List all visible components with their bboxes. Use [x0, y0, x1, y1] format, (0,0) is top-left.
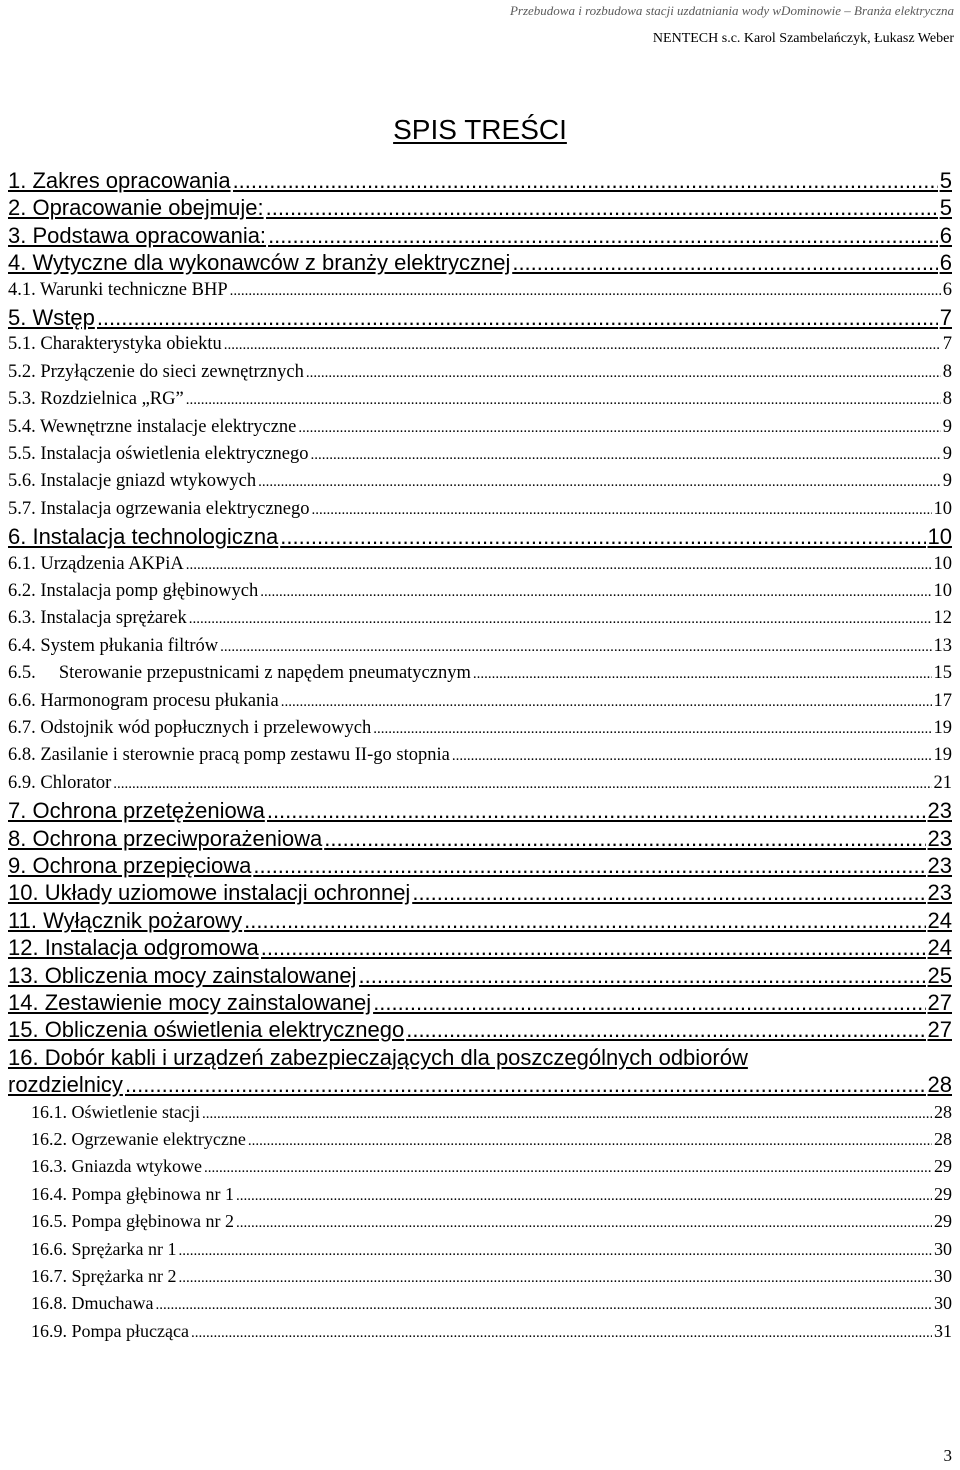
toc-row [0, 194, 960, 221]
toc-dot-leader [97, 304, 938, 331]
toc-dot-leader [267, 797, 926, 824]
header-company: NENTECH s.c. Karol Szambelańczyk, Łukasz Weber [652, 31, 954, 46]
toc-entry-page: 24 [927, 908, 952, 933]
toc-entry-page: 8 [942, 362, 952, 382]
toc-dot-leader [125, 1071, 926, 1098]
toc-entry-label: 4. Wytyczne dla wykonawców z branży elektrycznej [8, 250, 511, 275]
toc-entry[interactable] [31, 1181, 952, 1208]
toc-row [0, 468, 960, 495]
toc-entry-label: 16.6. Sprężarka nr 1 [31, 1236, 176, 1263]
toc-entry[interactable] [8, 907, 952, 934]
toc-row [0, 1181, 960, 1208]
toc-entry-page: 23 [927, 798, 952, 823]
toc-entry-page: 30 [934, 1239, 952, 1259]
toc-entry-label: 13. Obliczenia mocy zainstalowanej [8, 963, 357, 988]
toc-entry-label: 16.5. Pompa głębinowa nr 2 [31, 1208, 234, 1235]
toc-entry-page: 10 [933, 499, 952, 519]
toc-dot-leader [178, 1265, 932, 1290]
toc-entry-page: 30 [934, 1293, 952, 1313]
toc-row [0, 715, 960, 742]
toc-dot-leader [244, 907, 925, 934]
toc-row [0, 742, 960, 769]
toc-entry-label: 5.1. Charakterystyka obiektu [8, 331, 222, 358]
toc-entry-label: 6.3. Instalacja sprężarek [8, 605, 187, 632]
toc-entry-label: 16.3. Gniazda wtykowe [31, 1153, 202, 1180]
toc-row [0, 304, 960, 331]
toc-row [0, 605, 960, 632]
toc-row [0, 1044, 960, 1071]
toc-entry-page: 23 [927, 853, 952, 878]
toc-entry[interactable] [8, 962, 952, 989]
toc-row [0, 441, 960, 468]
toc-dot-leader [155, 1292, 932, 1317]
toc-dot-leader [220, 634, 931, 660]
toc-dot-leader [236, 1183, 932, 1208]
toc-entry-page: 7 [939, 305, 952, 330]
toc-dot-leader [230, 278, 941, 304]
toc-entry-label: 6.6. Harmonogram procesu płukania [8, 688, 279, 715]
toc-row [0, 1290, 960, 1317]
toc-entry[interactable] [8, 688, 952, 715]
toc-entry[interactable] [8, 660, 952, 687]
toc-row [0, 633, 960, 660]
toc-entry[interactable] [8, 386, 952, 413]
toc-entry[interactable] [8, 879, 952, 906]
header-project-title: Przebudowa i rozbudowa stacji uzdatniania wody wDominowie – Branża elektryczna [509, 3, 954, 18]
toc-dot-leader [268, 222, 938, 249]
toc-entry-label: 16.1. Oświetlenie stacji [31, 1099, 200, 1126]
toc-row [0, 1236, 960, 1263]
toc-entry-page: 21 [933, 773, 952, 793]
toc-entry[interactable] [8, 414, 952, 441]
toc-dot-leader [324, 825, 925, 852]
toc-dot-leader [280, 523, 925, 550]
toc-entry-page: 19 [933, 718, 952, 738]
toc-dot-leader [406, 1016, 925, 1043]
toc-entry[interactable] [8, 605, 952, 632]
toc-entry-label: 4.1. Warunki techniczne BHP [8, 277, 228, 304]
toc-entry-page: 7 [942, 334, 952, 354]
toc-entry-page: 15 [933, 663, 952, 683]
toc-entry[interactable] [8, 797, 952, 824]
toc-entry[interactable] [31, 1153, 952, 1180]
toc-entry-label: 3. Podstawa opracowania: [8, 223, 267, 248]
toc-entry-page: 8 [942, 389, 952, 409]
toc-dot-leader [452, 743, 932, 769]
toc-entry-page: 12 [933, 608, 952, 628]
toc-entry-label: 16.2. Ogrzewanie elektryczne [31, 1126, 246, 1153]
toc-dot-leader [191, 1320, 932, 1345]
toc-entry-page: 27 [927, 990, 952, 1015]
toc-entry-page: 28 [934, 1102, 952, 1122]
toc-entry[interactable] [8, 304, 952, 331]
toc-dot-leader [224, 332, 941, 358]
toc-row [0, 879, 960, 906]
toc-row [0, 386, 960, 413]
toc-dot-leader [512, 249, 937, 276]
toc-entry[interactable] [8, 167, 952, 194]
toc-entry-label: 5.5. Instalacja oświetlenia elektrycznego [8, 441, 309, 468]
toc-row [0, 277, 960, 304]
toc-row [0, 1016, 960, 1043]
toc-row [0, 414, 960, 441]
toc-dot-leader [253, 852, 925, 879]
toc-row [0, 523, 960, 550]
toc-entry[interactable] [31, 1290, 952, 1317]
toc-entry-label: 12. Instalacja odgromowa [8, 935, 259, 960]
toc-entry-page: 28 [934, 1129, 952, 1149]
toc-dot-leader [248, 1128, 932, 1153]
toc-entry[interactable] [8, 852, 952, 879]
toc-dot-leader [311, 442, 941, 468]
toc-entry-label: 5.4. Wewnętrzne instalacje elektryczne [8, 414, 296, 441]
toc-entry-page: 6 [942, 280, 952, 300]
toc-entry-page: 10 [933, 581, 952, 601]
toc-entry-page: 13 [933, 636, 952, 656]
toc-entry-page: 24 [927, 935, 952, 960]
toc-entry-label: 6.1. Urządzenia AKPiA [8, 551, 184, 578]
toc-entry[interactable] [31, 1236, 952, 1263]
toc-entry-page: 23 [927, 826, 952, 851]
toc-row [0, 1208, 960, 1235]
toc-dot-leader [266, 194, 938, 221]
toc-entry[interactable] [31, 1263, 952, 1290]
toc-entry-page: 5 [939, 168, 952, 193]
toc-row [0, 578, 960, 605]
toc-entry-page: 31 [934, 1321, 952, 1341]
toc-row [0, 496, 960, 523]
toc-row [0, 989, 960, 1016]
toc-entry-label: 6.5. Sterowanie przepustnicami z napędem pneumatycznym [8, 660, 471, 687]
toc-dot-leader [312, 497, 932, 523]
toc-entry-page: 9 [942, 471, 952, 491]
toc-entry-label: rozdzielnicy [8, 1072, 123, 1097]
toc-dot-leader [178, 1238, 932, 1263]
toc-entry[interactable] [8, 496, 952, 523]
toc-entry-label: 6.4. System płukania filtrów [8, 633, 218, 660]
toc-entry[interactable] [8, 770, 952, 797]
toc-entry[interactable] [8, 359, 952, 386]
toc-entry-label: 5.2. Przyłączenie do sieci zewnętrznych [8, 359, 304, 386]
toc-entry[interactable] [8, 934, 952, 961]
toc-entry-page: 9 [942, 444, 952, 464]
toc-dot-leader [236, 1210, 932, 1235]
toc-dot-leader [412, 879, 925, 906]
toc-entry-label: 16.8. Dmuchawa [31, 1290, 153, 1317]
toc-dot-leader [204, 1155, 932, 1180]
toc-entry-label: 16.9. Pompa płucząca [31, 1318, 189, 1345]
toc-entry[interactable] [8, 715, 952, 742]
toc-entry-label: 6.7. Odstojnik wód popłucznych i przelewowych [8, 715, 371, 742]
toc-entry-label: 5.6. Instalacje gniazd wtykowych [8, 468, 256, 495]
toc-entry[interactable] [8, 1071, 952, 1098]
toc-dot-leader [373, 989, 925, 1016]
toc-row [0, 167, 960, 194]
toc-entry-label: 1. Zakres opracowania [8, 168, 231, 193]
toc-row [0, 359, 960, 386]
toc-entry[interactable] [8, 742, 952, 769]
toc-entry[interactable] [8, 249, 952, 276]
toc-entry[interactable] [31, 1126, 952, 1153]
toc-entry-page: 29 [934, 1156, 952, 1176]
toc-row [0, 825, 960, 852]
toc-entry[interactable] [8, 331, 952, 358]
page-header [510, 0, 954, 51]
toc-entry-page: 9 [942, 417, 952, 437]
toc-row [0, 1263, 960, 1290]
toc-row [0, 797, 960, 824]
toc-entry-label: 6.8. Zasilanie i sterownie pracą pomp zestawu II-go stopnia [8, 742, 450, 769]
toc-dot-leader [202, 1101, 932, 1126]
toc-entry-label: 10. Układy uziomowe instalacji ochronnej [8, 880, 411, 905]
toc-dot-leader [306, 360, 941, 386]
toc-entry[interactable] [8, 222, 952, 249]
toc-entry[interactable] [8, 1016, 952, 1043]
toc-entry-page: 10 [927, 524, 952, 549]
toc-entry-label: 11. Wyłącznik pożarowy [8, 908, 243, 933]
toc-row [0, 962, 960, 989]
toc-entry[interactable] [8, 277, 952, 304]
toc-entry-label: 7. Ochrona przetężeniowa [8, 798, 265, 823]
toc-entry-page: 5 [939, 195, 952, 220]
toc-row [0, 934, 960, 961]
toc-entry[interactable] [8, 633, 952, 660]
toc-row [0, 1153, 960, 1180]
toc-entry-page: 27 [927, 1017, 952, 1042]
toc-dot-leader [186, 552, 932, 578]
toc-title: SPIS TREŚCI [393, 114, 567, 145]
toc-entry-label: 2. Opracowanie obejmuje: [8, 195, 264, 220]
toc-dot-leader [258, 469, 941, 495]
toc-entry[interactable] [8, 523, 952, 550]
toc-entry[interactable] [31, 1208, 952, 1235]
toc-entry-label: 6. Instalacja technologiczna [8, 524, 279, 549]
toc-entry-page: 28 [927, 1072, 952, 1097]
toc-entry-page: 23 [927, 880, 952, 905]
toc-dot-leader [186, 387, 941, 413]
toc-entry[interactable] [8, 578, 952, 605]
toc-row [0, 551, 960, 578]
toc-entry[interactable] [31, 1318, 952, 1345]
toc-row [0, 907, 960, 934]
toc-row [0, 331, 960, 358]
toc-entry-label: 9. Ochrona przepięciowa [8, 853, 252, 878]
toc-entry-page: 6 [939, 250, 952, 275]
toc-entry-page: 6 [939, 223, 952, 248]
toc-entry-label: 5. Wstęp [8, 305, 95, 330]
toc-entry-page: 19 [933, 745, 952, 765]
toc-entry-label: 6.2. Instalacja pomp głębinowych [8, 578, 258, 605]
toc-dot-leader [261, 934, 926, 961]
toc-row [0, 852, 960, 879]
toc-entry[interactable] [8, 825, 952, 852]
toc-entry-label: 5.3. Rozdzielnica „RG” [8, 386, 184, 413]
toc-entry[interactable] [8, 989, 952, 1016]
toc-row [0, 688, 960, 715]
toc-entry-label: 8. Ochrona przeciwporażeniowa [8, 826, 323, 851]
toc-row [0, 249, 960, 276]
toc-dot-leader [473, 661, 932, 687]
toc-entry-label: 16.4. Pompa głębinowa nr 1 [31, 1181, 234, 1208]
toc-entry-label: 16.7. Sprężarka nr 2 [31, 1263, 176, 1290]
toc-row [0, 222, 960, 249]
toc-dot-leader [113, 771, 931, 797]
toc-dot-leader [260, 579, 931, 605]
toc-entry[interactable] [8, 551, 952, 578]
toc-dot-leader [281, 689, 932, 715]
toc-entry-page: 29 [934, 1211, 952, 1231]
toc-dot-leader [373, 716, 931, 742]
toc-dot-leader [359, 962, 926, 989]
toc-entry-page: 10 [933, 554, 952, 574]
toc-entry[interactable] [8, 194, 952, 221]
toc-entry[interactable] [8, 441, 952, 468]
toc-entry-label: 6.9. Chlorator [8, 770, 111, 797]
toc-row [0, 1071, 960, 1098]
toc-entry-page: 17 [933, 691, 952, 711]
toc-row [0, 1318, 960, 1345]
toc-dot-leader [189, 606, 932, 632]
toc-entry-page: 29 [934, 1184, 952, 1204]
toc-dot-leader [298, 415, 940, 441]
toc-entry[interactable] [8, 468, 952, 495]
toc-row [0, 1126, 960, 1153]
toc-entry-page: 30 [934, 1266, 952, 1286]
toc-dot-leader [233, 167, 938, 194]
toc-entry-label: 5.7. Instalacja ogrzewania elektrycznego [8, 496, 310, 523]
toc-row [0, 1099, 960, 1126]
toc-row [0, 660, 960, 687]
toc-entry-label[interactable]: 16. Dobór kabli i urządzeń zabezpieczających dla poszczególnych odbiorów [8, 1045, 748, 1070]
toc-entry[interactable] [31, 1099, 952, 1126]
toc-entry-label: 14. Zestawienie mocy zainstalowanej [8, 990, 372, 1015]
toc-entry-page: 25 [927, 963, 952, 988]
toc-entry-label: 15. Obliczenia oświetlenia elektrycznego [8, 1017, 405, 1042]
toc-row [0, 770, 960, 797]
page-number: 3 [943, 1446, 952, 1465]
